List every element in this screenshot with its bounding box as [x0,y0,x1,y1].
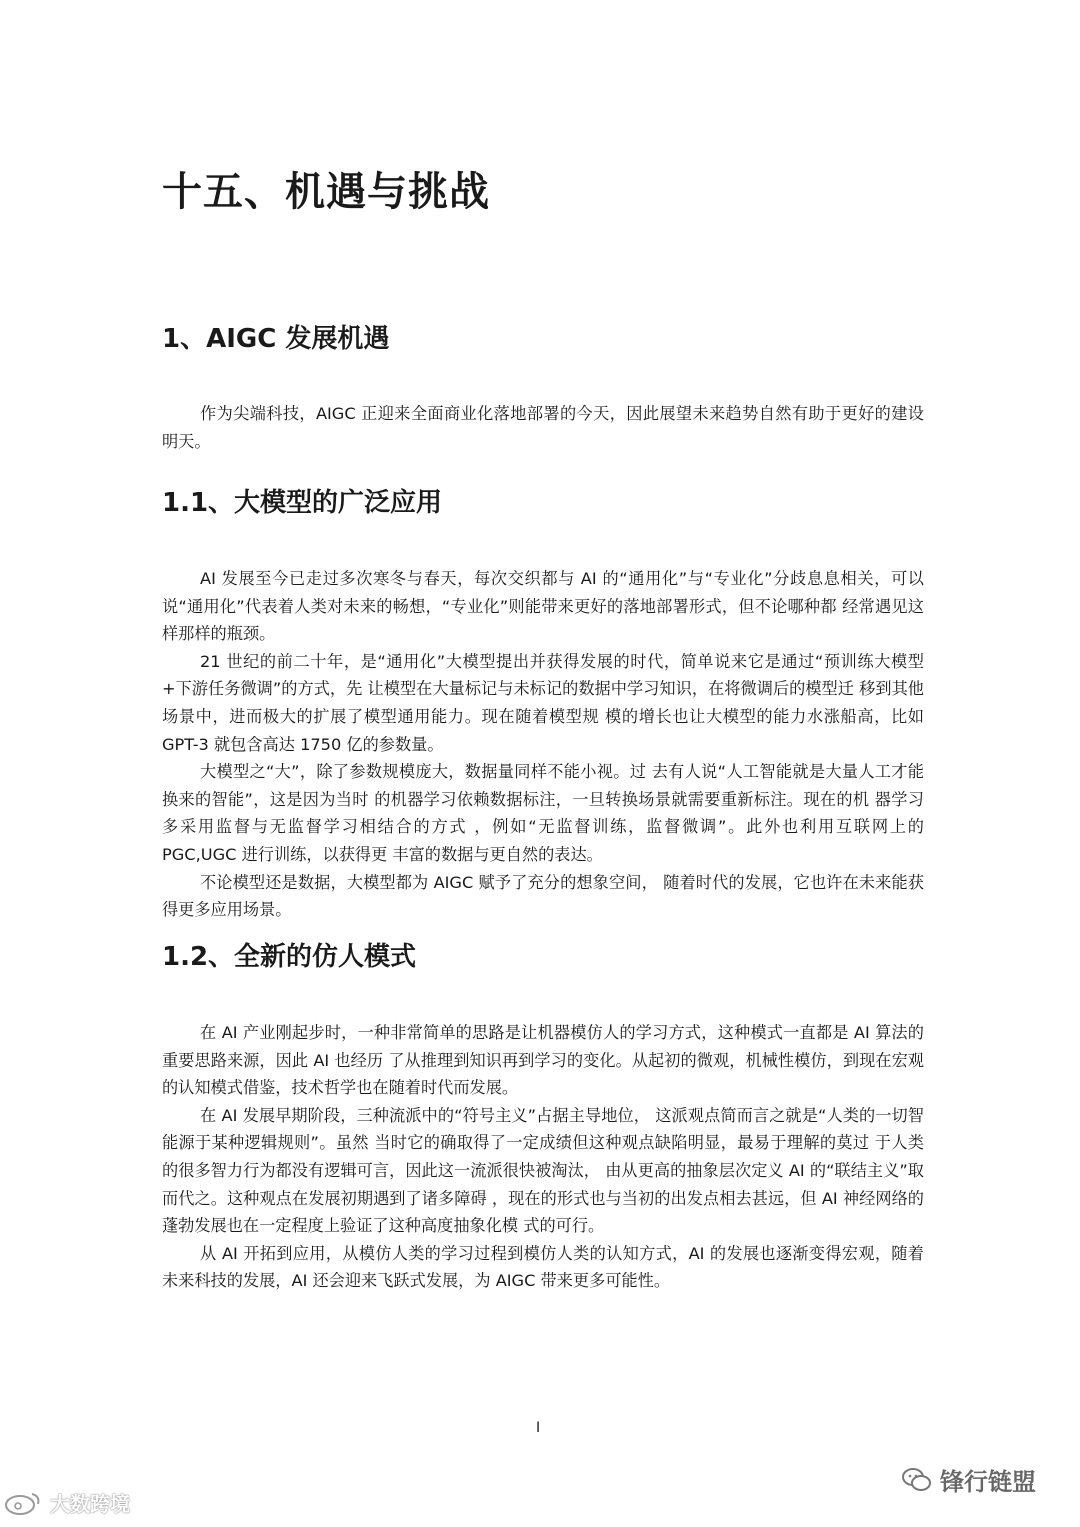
section-body-human-like-mode [162,1019,924,1295]
paragraph: 大模型之“大”，除了参数规模庞大，数据量同样不能小视。过 去有人说“人工智能就是大量人工才能换来的智能”，这是因为当时 的机器学习依赖数据标注，一旦转换场景就需要重新标注。现在的机 器学习多采用监督与无监督学习相结合的方式 ，例如“无监督训练，监督微调”。此外也利用互联网上的 PGC,UGC 进行训练，以获得更 丰富的数据与更自然的表达。 [162,762,924,864]
paragraph: 作为尖端科技，AIGC 正迎来全面商业化落地部署的今天，因此展望未来趋势自然有助于更好的建设明天。 [162,404,924,451]
paragraph: 从 AI 开拓到应用，从模仿人类的学习过程到模仿人类的认知方式，AI 的发展也逐渐变得宏观，随着未来科技的发展，AI 还会迎来飞跃式发展，为 AIGC 带来更多可能性。 [162,1243,924,1291]
paragraph: 在 AI 产业刚起步时，一种非常简单的思路是让机器模仿人的学习方式，这种模式一直都是 AI 算法的重要思路来源，因此 AI 也经历 了从推理到知识再到学习的变化。从起初的微观，机械性模仿，到现在宏观的认知模式借鉴，技术哲学也在随着时代而发展。 [162,1023,924,1098]
section-body-aigc [162,400,924,455]
page-number: I [536,1420,541,1436]
section-heading-aigc: 1、AIGC 发展机遇 [162,324,390,354]
weibo-logo-icon [4,1490,44,1516]
section-body-large-models [162,565,924,924]
wechat-logo-icon [902,1467,932,1493]
paragraph: 在 AI 发展早期阶段，三种流派中的“符号主义”占据主导地位， 这派观点简而言之就是“人类的一切智能源于某种逻辑规则”。虽然 当时它的确取得了一定成绩但这种观点缺陷明显，最易于理解的莫过 于人类的很多智力行为都没有逻辑可言，因此这一流派很快被淘汰， 由从更高的抽象层次定义 AI 的“联结主义”取而代之。这种观点在发展初期遇到了诸多障碍 ，现在的形式也与当初的出发点相去甚远，但 AI 神经网络的蓬勃发展也在一定程度上验证了这种高度抽象化模 式的可行。 [162,1105,924,1236]
paragraph: AI 发展至今已走过多次寒冬与春天，每次交织都与 AI 的“通用化”与“专业化”分歧息息相关，可以说“通用化”代表着人类对未来的畅想，“专业化”则能带来更好的落地部署形式，但不论哪种都 经常遇见这样那样的瓶颈。 [162,569,924,644]
section-heading-large-models: 1.1、大模型的广泛应用 [162,488,443,518]
watermark-right [902,1462,1036,1497]
section-heading-human-like-mode: 1.2、全新的仿人模式 [162,942,417,972]
watermark-left [4,1488,130,1517]
paragraph: 21 世纪的前二十年，是“通用化”大模型提出并获得发展的时代，简单说来它是通过“预训练大模型+下游任务微调”的方式，先 让模型在大量标记与未标记的数据中学习知识，在将微调后的模型迁 移到其他场景中，进而极大的扩展了模型通用能力。现在随着模型规 模的增长也让大模型的能力水涨船高，比如 GPT-3 就包含高达 1750 亿的参数量。 [162,651,924,754]
watermark-right-text: 锋行链盟 [940,1468,1036,1496]
page-title: 十五、机遇与挑战 [162,169,490,215]
paragraph: 不论模型还是数据，大模型都为 AIGC 赋予了充分的想象空间， 随着时代的发展，它也许在未来能获得更多应用场景。 [162,872,924,920]
watermark-left-text: 大数跨境 [50,1492,130,1516]
